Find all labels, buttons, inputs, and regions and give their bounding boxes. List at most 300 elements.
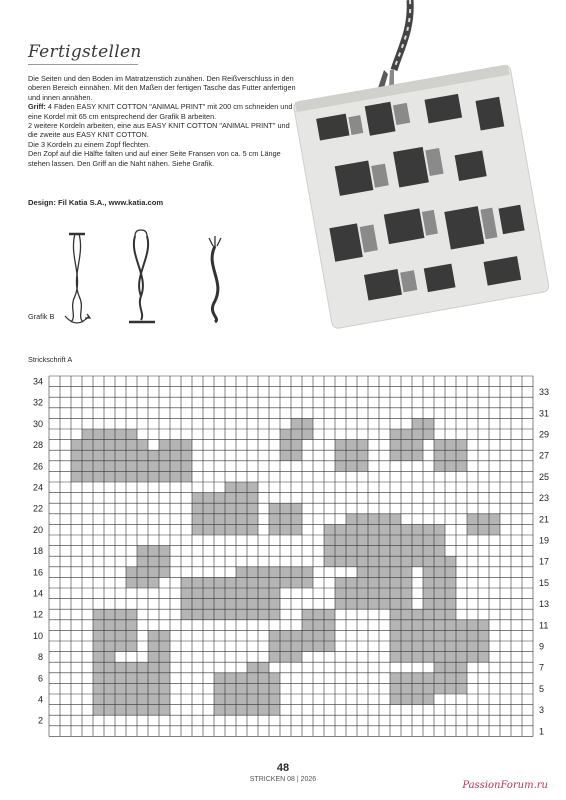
shaded-stitch [368, 588, 379, 599]
shaded-stitch [280, 450, 291, 461]
shaded-stitch [368, 577, 379, 588]
shaded-stitch [104, 694, 115, 705]
shaded-stitch [236, 599, 247, 610]
shaded-stitch [148, 630, 159, 641]
shaded-stitch [115, 609, 126, 620]
shaded-stitch [104, 620, 115, 631]
cord-twisting-illustration [55, 226, 255, 326]
shaded-stitch [225, 482, 236, 493]
shaded-stitch [214, 694, 225, 705]
shaded-stitch [258, 673, 269, 684]
shaded-stitch [137, 546, 148, 557]
shaded-stitch [445, 556, 456, 567]
shaded-stitch [214, 683, 225, 694]
shaded-stitch [192, 493, 203, 504]
shaded-stitch [126, 440, 137, 451]
shaded-stitch [434, 450, 445, 461]
shaded-stitch [93, 429, 104, 440]
shaded-stitch [104, 683, 115, 694]
shaded-stitch [236, 567, 247, 578]
shaded-stitch [148, 705, 159, 716]
shaded-stitch [423, 630, 434, 641]
shaded-stitch [346, 524, 357, 535]
shaded-stitch [93, 440, 104, 451]
shaded-stitch [456, 683, 467, 694]
shaded-stitch [390, 450, 401, 461]
row-number-right: 25 [539, 471, 550, 482]
shaded-stitch [269, 705, 280, 716]
shaded-stitch [412, 440, 423, 451]
shaded-stitch [126, 673, 137, 684]
row-number-left: 26 [32, 461, 43, 472]
shaded-stitch [412, 524, 423, 535]
shaded-stitch [214, 588, 225, 599]
shaded-stitch [434, 673, 445, 684]
shaded-stitch [104, 429, 115, 440]
shaded-stitch [302, 418, 313, 429]
shaded-stitch [302, 641, 313, 652]
shaded-stitch [137, 662, 148, 673]
shaded-stitch [445, 609, 456, 620]
shaded-stitch [247, 599, 258, 610]
griff-text: 4 Fäden EASY KNIT COTTON "ANIMAL PRINT" mit 200 cm schneiden und eine Kordel mit 65 cm entsprechend der Grafik B arbeiten. [28, 102, 293, 121]
row-number-right: 7 [539, 662, 545, 673]
shaded-stitch [247, 577, 258, 588]
shaded-stitch [434, 662, 445, 673]
shaded-stitch [390, 535, 401, 546]
shaded-stitch [137, 440, 148, 451]
shaded-stitch [269, 694, 280, 705]
shaded-stitch [247, 683, 258, 694]
shaded-stitch [214, 673, 225, 684]
shaded-stitch [401, 620, 412, 631]
shaded-stitch [401, 652, 412, 663]
shaded-stitch [104, 440, 115, 451]
shaded-stitch [313, 609, 324, 620]
shaded-stitch [115, 440, 126, 451]
shaded-stitch [434, 556, 445, 567]
shaded-stitch [291, 514, 302, 525]
shaded-stitch [225, 577, 236, 588]
shaded-stitch [434, 461, 445, 472]
shaded-stitch [225, 673, 236, 684]
shaded-stitch [379, 567, 390, 578]
row-number-right: 13 [539, 599, 550, 610]
shaded-stitch [159, 471, 170, 482]
shaded-stitch [467, 620, 478, 631]
shaded-stitch [181, 609, 192, 620]
shaded-stitch [225, 588, 236, 599]
shaded-stitch [247, 705, 258, 716]
griff-label: Griff: [28, 102, 46, 112]
shaded-stitch [423, 524, 434, 535]
row-number-right: 1 [539, 726, 545, 737]
shaded-stitch [236, 482, 247, 493]
shaded-stitch [357, 546, 368, 557]
shaded-stitch [412, 694, 423, 705]
shaded-stitch [71, 450, 82, 461]
shaded-stitch [93, 450, 104, 461]
shaded-stitch [313, 620, 324, 631]
shaded-stitch [225, 694, 236, 705]
shaded-stitch [335, 450, 346, 461]
shaded-stitch [115, 461, 126, 472]
shaded-stitch [181, 461, 192, 472]
row-number-right: 15 [539, 577, 550, 588]
shaded-stitch [456, 450, 467, 461]
row-number-left: 32 [32, 397, 43, 408]
shaded-stitch [445, 620, 456, 631]
shaded-stitch [148, 567, 159, 578]
shaded-stitch [126, 694, 137, 705]
shaded-stitch [236, 493, 247, 504]
shaded-stitch [159, 683, 170, 694]
shaded-stitch [82, 471, 93, 482]
shaded-stitch [302, 429, 313, 440]
shaded-stitch [423, 673, 434, 684]
shaded-stitch [203, 609, 214, 620]
shaded-stitch [423, 694, 434, 705]
shaded-stitch [214, 503, 225, 514]
shaded-stitch [390, 524, 401, 535]
shaded-stitch [390, 683, 401, 694]
shaded-stitch [423, 609, 434, 620]
shaded-stitch [236, 694, 247, 705]
shaded-stitch [412, 418, 423, 429]
shaded-stitch [445, 673, 456, 684]
row-number-right: 27 [539, 450, 550, 461]
shaded-stitch [379, 535, 390, 546]
shaded-stitch [71, 440, 82, 451]
shaded-stitch [192, 503, 203, 514]
shaded-stitch [115, 662, 126, 673]
shaded-stitch [269, 599, 280, 610]
shaded-stitch [148, 673, 159, 684]
shaded-stitch [445, 652, 456, 663]
shaded-stitch [445, 630, 456, 641]
shaded-stitch [390, 694, 401, 705]
shaded-stitch [93, 683, 104, 694]
shaded-stitch [456, 630, 467, 641]
shaded-stitch [269, 503, 280, 514]
shaded-stitch [93, 641, 104, 652]
shaded-stitch [247, 524, 258, 535]
shaded-stitch [390, 440, 401, 451]
shaded-stitch [313, 630, 324, 641]
shaded-stitch [335, 524, 346, 535]
shaded-stitch [478, 641, 489, 652]
shaded-stitch [324, 641, 335, 652]
shaded-stitch [280, 641, 291, 652]
shaded-stitch [379, 577, 390, 588]
shaded-stitch [159, 705, 170, 716]
shaded-stitch [181, 588, 192, 599]
shaded-stitch [313, 641, 324, 652]
shaded-stitch [115, 694, 126, 705]
shaded-stitch [401, 630, 412, 641]
shaded-stitch [258, 588, 269, 599]
shaded-stitch [379, 588, 390, 599]
shaded-stitch [269, 609, 280, 620]
shaded-stitch [247, 567, 258, 578]
shaded-stitch [467, 514, 478, 525]
shaded-stitch [225, 514, 236, 525]
shaded-stitch [401, 641, 412, 652]
shaded-stitch [412, 652, 423, 663]
shaded-stitch [181, 471, 192, 482]
shaded-stitch [401, 599, 412, 610]
shaded-stitch [390, 673, 401, 684]
page-number: 48 [276, 762, 290, 774]
shaded-stitch [258, 567, 269, 578]
shaded-stitch [467, 641, 478, 652]
shaded-stitch [82, 461, 93, 472]
shaded-stitch [71, 471, 82, 482]
shaded-stitch [159, 567, 170, 578]
shaded-stitch [93, 673, 104, 684]
row-number-right: 9 [539, 641, 545, 652]
shaded-stitch [445, 683, 456, 694]
shaded-stitch [115, 705, 126, 716]
shaded-stitch [401, 535, 412, 546]
shaded-stitch [412, 620, 423, 631]
shaded-stitch [434, 609, 445, 620]
shaded-stitch [126, 471, 137, 482]
shaded-stitch [137, 471, 148, 482]
row-number-right: 3 [539, 705, 545, 716]
shaded-stitch [434, 535, 445, 546]
shaded-stitch [379, 556, 390, 567]
shaded-stitch [170, 450, 181, 461]
shaded-stitch [247, 673, 258, 684]
shaded-stitch [401, 588, 412, 599]
shaded-stitch [280, 577, 291, 588]
row-number-right: 5 [539, 683, 545, 694]
shaded-stitch [368, 546, 379, 557]
shaded-stitch [115, 429, 126, 440]
shaded-stitch [324, 609, 335, 620]
shaded-stitch [225, 503, 236, 514]
shaded-stitch [379, 599, 390, 610]
shaded-stitch [104, 641, 115, 652]
shaded-stitch [445, 567, 456, 578]
shaded-stitch [291, 503, 302, 514]
shaded-stitch [126, 641, 137, 652]
shaded-stitch [368, 567, 379, 578]
shaded-stitch [401, 524, 412, 535]
shaded-stitch [445, 461, 456, 472]
shaded-stitch [93, 471, 104, 482]
shaded-stitch [126, 662, 137, 673]
shaded-stitch [291, 641, 302, 652]
shaded-stitch [192, 588, 203, 599]
row-number-left: 20 [32, 524, 43, 535]
row-number-left: 18 [32, 546, 43, 557]
shaded-stitch [126, 609, 137, 620]
shaded-stitch [148, 577, 159, 588]
shaded-stitch [115, 620, 126, 631]
shaded-stitch [357, 524, 368, 535]
shaded-stitch [434, 546, 445, 557]
shaded-stitch [379, 514, 390, 525]
shaded-stitch [445, 599, 456, 610]
shaded-stitch [269, 630, 280, 641]
shaded-stitch [203, 503, 214, 514]
shaded-stitch [412, 546, 423, 557]
shaded-stitch [93, 662, 104, 673]
shaded-stitch [423, 556, 434, 567]
shaded-stitch [456, 652, 467, 663]
knitted-pouch-photo [292, 0, 566, 362]
shaded-stitch [269, 577, 280, 588]
shaded-stitch [203, 588, 214, 599]
shaded-stitch [291, 418, 302, 429]
shaded-stitch [225, 609, 236, 620]
shaded-stitch [137, 577, 148, 588]
shaded-stitch [269, 673, 280, 684]
shaded-stitch [236, 514, 247, 525]
magazine-issue: STRICKEN 08 | 2026 [249, 776, 317, 783]
row-number-left: 6 [37, 673, 43, 684]
shaded-stitch [115, 450, 126, 461]
shaded-stitch [280, 524, 291, 535]
shaded-stitch [159, 546, 170, 557]
shaded-stitch [423, 588, 434, 599]
paragraph-braid: Die 3 Kordeln zu einem Zopf flechten. [28, 139, 151, 149]
shaded-stitch [401, 546, 412, 557]
shaded-stitch [115, 471, 126, 482]
shaded-stitch [126, 620, 137, 631]
knitting-chart-a [0, 370, 566, 740]
shaded-stitch [104, 609, 115, 620]
shaded-stitch [346, 588, 357, 599]
shaded-stitch [401, 577, 412, 588]
shaded-stitch [148, 652, 159, 663]
shaded-stitch [401, 609, 412, 620]
shaded-stitch [203, 599, 214, 610]
shaded-stitch [280, 630, 291, 641]
shaded-stitch [335, 440, 346, 451]
paragraph-fold: Den Zopf auf die Hälfte falten und auf einer Seite Fransen von ca. 5 cm Länge stehen lassen. Den Griff an die Naht nähen. Siehe Grafik. [28, 149, 281, 168]
shaded-stitch [401, 694, 412, 705]
paragraph-griff [28, 102, 298, 121]
shaded-stitch [192, 524, 203, 535]
shaded-stitch [434, 620, 445, 631]
row-number-right: 19 [539, 535, 550, 546]
shaded-stitch [148, 461, 159, 472]
shaded-stitch [335, 577, 346, 588]
shaded-stitch [148, 662, 159, 673]
shaded-stitch [445, 450, 456, 461]
row-number-left: 4 [37, 694, 43, 705]
shaded-stitch [236, 609, 247, 620]
shaded-stitch [368, 524, 379, 535]
paragraph-seams: Die Seiten und den Boden im Matratzenstich zunähen. Den Reißverschluss in den oberen Bereich einnähen. Mit den Maßen der fertigen Tasche das Futter anfertigen und innen annähen. [28, 74, 296, 102]
shaded-stitch [148, 641, 159, 652]
shaded-stitch [236, 503, 247, 514]
shaded-stitch [247, 662, 258, 673]
shaded-stitch [225, 705, 236, 716]
shaded-stitch [324, 535, 335, 546]
shaded-stitch [335, 535, 346, 546]
shaded-stitch [335, 556, 346, 567]
shaded-stitch [258, 694, 269, 705]
shaded-stitch [412, 609, 423, 620]
shaded-stitch [104, 461, 115, 472]
shaded-stitch [269, 514, 280, 525]
shaded-stitch [137, 683, 148, 694]
shaded-stitch [324, 524, 335, 535]
shaded-stitch [104, 630, 115, 641]
shaded-stitch [104, 450, 115, 461]
shaded-stitch [401, 556, 412, 567]
shaded-stitch [214, 514, 225, 525]
shaded-stitch [269, 524, 280, 535]
shaded-stitch [126, 630, 137, 641]
shaded-stitch [302, 630, 313, 641]
grafik-b-label: Grafik B [28, 312, 55, 321]
shaded-stitch [192, 514, 203, 525]
shaded-stitch [467, 630, 478, 641]
shaded-stitch [434, 630, 445, 641]
shaded-stitch [137, 673, 148, 684]
shaded-stitch [390, 577, 401, 588]
shaded-stitch [280, 652, 291, 663]
row-number-right: 29 [539, 429, 550, 440]
shaded-stitch [203, 514, 214, 525]
shaded-stitch [82, 440, 93, 451]
row-number-left: 16 [32, 567, 43, 578]
shaded-stitch [104, 705, 115, 716]
shaded-stitch [302, 609, 313, 620]
shaded-stitch [181, 450, 192, 461]
paragraph-cords: 2 weitere Kordeln arbeiten, eine aus EASY KNIT COTTON "ANIMAL PRINT" und die zweite aus EASY KNIT COTTON. [28, 121, 290, 140]
shaded-stitch [423, 641, 434, 652]
row-number-right: 31 [539, 408, 550, 419]
shaded-stitch [280, 429, 291, 440]
shaded-stitch [390, 567, 401, 578]
shaded-stitch [203, 524, 214, 535]
shaded-stitch [423, 567, 434, 578]
shaded-stitch [434, 588, 445, 599]
shaded-stitch [368, 599, 379, 610]
shaded-stitch [445, 440, 456, 451]
shaded-stitch [192, 609, 203, 620]
shaded-stitch [126, 683, 137, 694]
shaded-stitch [159, 461, 170, 472]
chart-label: Strickschrift A [28, 355, 73, 364]
shaded-stitch [456, 620, 467, 631]
shaded-stitch [137, 705, 148, 716]
shaded-stitch [412, 630, 423, 641]
shaded-stitch [247, 482, 258, 493]
shaded-stitch [412, 673, 423, 684]
shaded-stitch [280, 514, 291, 525]
row-number-right: 17 [539, 556, 550, 567]
shaded-stitch [302, 577, 313, 588]
shaded-stitch [478, 630, 489, 641]
shaded-stitch [93, 620, 104, 631]
shaded-stitch [115, 683, 126, 694]
shaded-stitch [434, 524, 445, 535]
design-credit: Design: Fil Katia S.A., www.katia.com [28, 198, 164, 207]
shaded-stitch [390, 556, 401, 567]
shaded-stitch [357, 556, 368, 567]
shaded-stitch [357, 535, 368, 546]
shaded-stitch [104, 662, 115, 673]
shaded-stitch [412, 450, 423, 461]
row-number-left: 14 [32, 588, 43, 599]
